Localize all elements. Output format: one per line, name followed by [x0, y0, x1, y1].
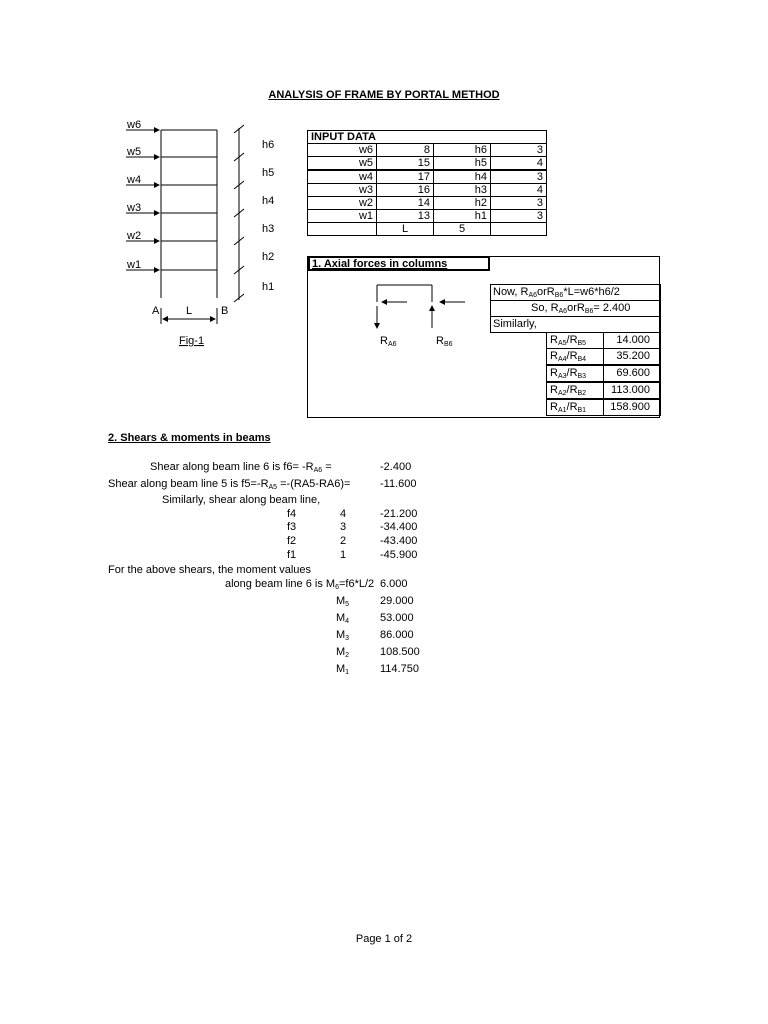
- span-label: L: [186, 305, 193, 317]
- shear-line5: Shear along beam line 5 is $f5=-R_{A5} =-(RA5-RA6)=$: [108, 478, 351, 491]
- shear-similarly: Similarly, shear along beam line,: [162, 494, 321, 506]
- moment-line6: along beam line 6 is $M_6=f6*L/2$: [225, 578, 375, 591]
- height-label: h6: [262, 139, 275, 151]
- shear-value: -21.200: [380, 508, 418, 520]
- shear-line6: Shear along beam line 6 is $f6= -R_{A6}$ =: [150, 461, 332, 474]
- support-b-label: B: [221, 305, 229, 317]
- h-label: h2: [434, 197, 491, 210]
- moment-label: $M_1$: [336, 663, 350, 676]
- empty-cell: [308, 223, 377, 236]
- shear-line-number: 4: [340, 508, 347, 520]
- height-dimension: [234, 125, 244, 302]
- shear-line-number: 1: [340, 549, 347, 561]
- reaction-value: 14.000: [603, 332, 661, 349]
- l-label: L: [377, 223, 434, 236]
- w-value: 15: [377, 157, 434, 171]
- moment-value: 29.000: [380, 595, 414, 607]
- shear-line-number: 2: [340, 535, 347, 547]
- moment-intro: For the above shears, the moment values: [108, 564, 311, 576]
- reaction-pair-label: $R_{A3}/R_{B3}$: [546, 365, 604, 382]
- input-data-table: [307, 130, 547, 236]
- shear-value: -34.400: [380, 521, 418, 533]
- page-title: ANALYSIS OF FRAME BY PORTAL METHOD: [268, 89, 500, 101]
- figure-caption: Fig-1: [179, 335, 205, 347]
- reaction-pair-label: $R_{A2}/R_{B2}$: [546, 382, 604, 399]
- h-value: 4: [491, 157, 547, 171]
- reaction-pair-label: $R_{A4}/R_{B4}$: [546, 348, 604, 365]
- support-a-label: A: [152, 305, 160, 317]
- beam-lines: [161, 130, 217, 270]
- w-label: w5: [308, 157, 377, 171]
- height-label: h2: [262, 251, 275, 263]
- height-label: h4: [262, 195, 275, 207]
- table-row: [308, 170, 547, 184]
- h-label: h6: [434, 144, 491, 157]
- table-row: [308, 184, 547, 197]
- reaction-value: 113.000: [603, 382, 661, 399]
- moment-value: 108.500: [380, 646, 420, 658]
- table-row: [308, 197, 547, 210]
- height-label: h1: [262, 281, 275, 293]
- now-equation: Now, $R_{A6}orR_{B6}*L=w6*h6/2$: [490, 284, 661, 301]
- w-label: w3: [308, 184, 377, 197]
- w-value: 16: [377, 184, 434, 197]
- reaction-pair-label: $R_{A1}/R_{B1}$: [546, 399, 604, 416]
- table-row: [308, 223, 547, 236]
- frame-figure: [100, 110, 300, 360]
- shear-value: -43.400: [380, 535, 418, 547]
- load-label: w5: [127, 146, 142, 158]
- h-label: h4: [434, 170, 491, 184]
- similarly-label: Similarly,: [490, 316, 661, 333]
- table-row: [308, 157, 547, 171]
- w-label: w4: [308, 170, 377, 184]
- h-label: h1: [434, 210, 491, 223]
- moment-value: 53.000: [380, 612, 414, 624]
- shear-f-label: f3: [287, 521, 297, 533]
- height-label: h5: [262, 167, 275, 179]
- w-value: 14: [377, 197, 434, 210]
- h-value: 4: [491, 184, 547, 197]
- w-label: w2: [308, 197, 377, 210]
- moment-label: $M_5$: [336, 595, 350, 608]
- w-value: 13: [377, 210, 434, 223]
- axial-forces-heading: 1. Axial forces in columns: [308, 256, 490, 271]
- h-label: h5: [434, 157, 491, 171]
- w-label: w6: [308, 144, 377, 157]
- moment-label: $M_3$: [336, 629, 350, 642]
- moment-label: $M_2$: [336, 646, 350, 659]
- moment-value: 114.750: [380, 663, 419, 675]
- h-value: 3: [491, 197, 547, 210]
- reaction-value: 69.600: [603, 365, 661, 382]
- moment-line6-value: 6.000: [380, 578, 408, 590]
- h-value: 3: [491, 144, 547, 157]
- moment-value: 86.000: [380, 629, 414, 641]
- input-data-header: INPUT DATA: [308, 131, 547, 144]
- height-label: h3: [262, 223, 275, 235]
- shears-moments-heading: 2. Shears & moments in beams: [108, 432, 271, 444]
- shear-line5-value: -11.600: [380, 478, 417, 490]
- load-label: w1: [127, 259, 142, 271]
- table-row: [308, 210, 547, 223]
- moment-label: $M_4$: [336, 612, 350, 625]
- load-label: w6: [127, 119, 142, 131]
- shear-f-label: f4: [287, 508, 297, 520]
- load-label: w2: [127, 230, 142, 242]
- empty-cell: [491, 223, 547, 236]
- w-value: 8: [377, 144, 434, 157]
- shear-line6-value: -2.400: [380, 461, 412, 473]
- load-label: w3: [127, 202, 142, 214]
- shear-value: -45.900: [380, 549, 418, 561]
- load-label: w4: [127, 174, 142, 186]
- table-row: [308, 144, 547, 157]
- reaction-pair-label: $R_{A5}/R_{B5}$: [546, 332, 604, 349]
- so-equation: So, $R_{A6}orR_{B6}= 2.400$: [490, 300, 661, 317]
- shear-line-number: 3: [340, 521, 347, 533]
- w-value: 17: [377, 170, 434, 184]
- reaction-value: 35.200: [603, 348, 661, 365]
- w-label: w1: [308, 210, 377, 223]
- page-number: Page 1 of 2: [355, 933, 413, 945]
- h-value: 3: [491, 170, 547, 184]
- reaction-value: 158.900: [603, 399, 661, 416]
- h-value: 3: [491, 210, 547, 223]
- shear-f-label: f2: [287, 535, 297, 547]
- rb6-label: $R_{B6}$: [436, 335, 453, 348]
- ra6-label: $R_{A6}$: [380, 335, 397, 348]
- l-value: 5: [434, 223, 491, 236]
- shear-f-label: f1: [287, 549, 297, 561]
- h-label: h3: [434, 184, 491, 197]
